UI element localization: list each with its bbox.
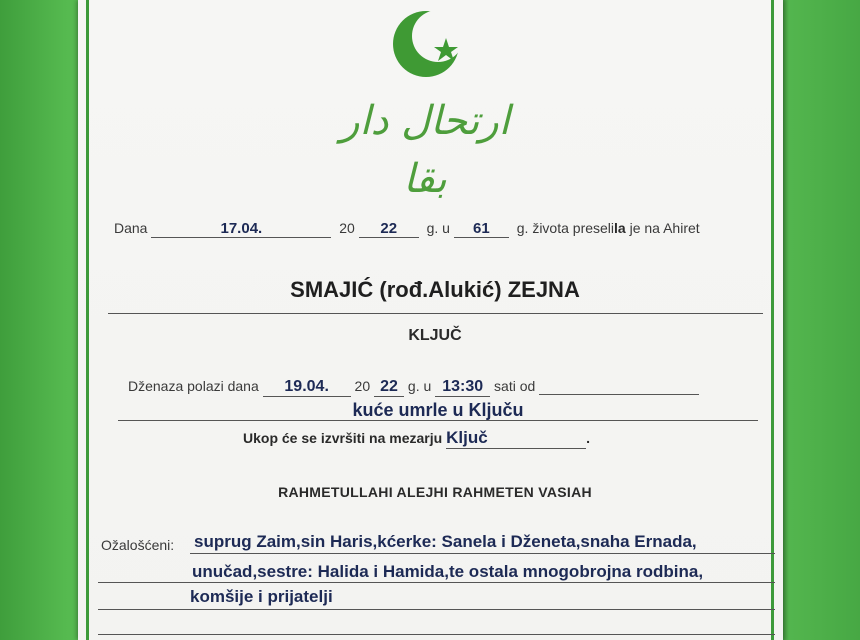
mourners-rule-1 <box>190 553 775 554</box>
mourners-rule-3 <box>98 609 775 610</box>
burial-label: Ukop će se izvršiti na mezarju <box>243 430 443 446</box>
mourners-label: Ožalošćeni: <box>101 537 175 553</box>
burial-end: . <box>586 430 590 446</box>
deceased-name: SMAJIĆ (rođ.Alukić) ZEJNA <box>290 277 580 302</box>
burial-place: Ključ <box>446 428 586 449</box>
death-year: 22 <box>359 220 419 238</box>
mourners-rule-2 <box>98 582 775 583</box>
border-right <box>771 0 774 640</box>
funeral-origin: kuće umrle u Ključu <box>352 400 524 420</box>
gender-suffix: la <box>614 220 626 236</box>
funeral-year-label: 20 <box>354 378 371 394</box>
funeral-start-label: Dženaza polazi dana <box>128 378 259 394</box>
city: KLJUČ <box>408 327 462 344</box>
death-day: 17.04. <box>151 220 331 238</box>
year-label: 20 <box>339 220 355 236</box>
life-label: g. života preseli <box>516 220 615 236</box>
funeral-g-label: g. u <box>407 378 432 394</box>
sheet-edge-shadow <box>783 0 789 640</box>
funeral-date: 19.04. <box>263 378 351 397</box>
mourners-line-2: unučad,sestre: Halida i Hamida,te ostala mnogobrojna rodbina, <box>192 562 704 581</box>
ahiret-label: je na Ahiret <box>629 220 700 236</box>
day-label: Dana <box>114 220 148 236</box>
from-label: sati od <box>494 378 536 394</box>
name-underline <box>108 313 763 314</box>
funeral-time: 13:30 <box>435 378 490 397</box>
age: 61 <box>454 220 509 238</box>
death-line <box>114 220 700 238</box>
mourners-rule-4 <box>98 634 775 635</box>
origin-underline <box>118 420 758 421</box>
mourners-line-3: komšije i prijatelji <box>190 587 333 606</box>
burial-line <box>243 428 590 449</box>
arabic-calligraphy: ارتحال دار بقا <box>340 98 510 202</box>
blessing: RAHMETULLAHI ALEJHI RAHMETEN VASIAH <box>278 484 592 500</box>
funeral-line <box>128 378 699 397</box>
mourners-line-1: suprug Zaim,sin Haris,kćerke: Sanela i Dženeta,snaha Ernada, <box>194 532 697 551</box>
g-label: g. u <box>426 220 450 236</box>
funeral-origin-line <box>118 400 758 421</box>
crescent-star-icon <box>388 6 468 78</box>
funeral-year: 22 <box>374 378 404 397</box>
border-left <box>86 0 89 640</box>
